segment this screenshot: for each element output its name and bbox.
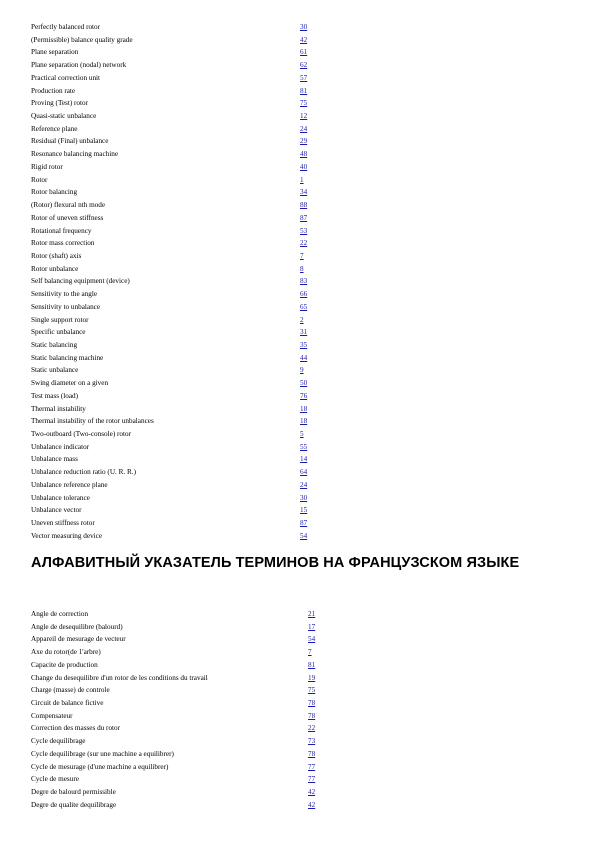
index-term: Degre de balourd permissible xyxy=(31,788,116,797)
page-number-link[interactable]: 24 xyxy=(300,480,308,489)
page-number-link[interactable]: 75 xyxy=(300,99,308,108)
index-term: Correction des masses du rotor xyxy=(31,724,121,733)
page-number-link[interactable]: 87 xyxy=(300,213,308,222)
index-term: Resonance balancing machine xyxy=(31,150,119,159)
index-term: Swing diameter on a given xyxy=(31,379,109,388)
index-term: Unbalance indicator xyxy=(31,442,90,451)
index-term: Angle de correction xyxy=(31,610,89,618)
page-number-link[interactable]: 12 xyxy=(300,112,308,121)
index-term: Single support rotor xyxy=(31,315,89,324)
index-term: Rotor (shaft) axis xyxy=(31,251,82,260)
index-term: Rotor of uneven stiffness xyxy=(31,213,104,222)
page-number-link[interactable]: 78 xyxy=(308,749,316,758)
french-index-heading: АЛФАВИТНЫЙ УКАЗАТЕЛЬ ТЕРМИНОВ НА ФРАНЦУЗСКОМ ЯЗЫКЕ xyxy=(31,555,520,571)
page-number-link[interactable]: 62 xyxy=(300,61,308,70)
page-number-link[interactable]: 40 xyxy=(300,162,308,171)
index-term: Quasi-static unbalance xyxy=(31,112,97,121)
page-number-link[interactable]: 14 xyxy=(300,455,308,464)
index-term: Unbalance mass xyxy=(31,455,78,464)
index-term: Rotational frequency xyxy=(31,226,92,235)
index-term: Specific unbalance xyxy=(31,328,86,337)
page-number-link[interactable]: 5 xyxy=(300,430,304,438)
page-number-link[interactable]: 75 xyxy=(308,686,316,695)
page-number-link[interactable]: 2 xyxy=(300,315,304,324)
index-term: Unbalance reduction ratio (U. R. R.) xyxy=(31,468,136,477)
page-number-link[interactable]: 19 xyxy=(308,673,316,682)
page-number-link[interactable]: 61 xyxy=(300,48,308,57)
index-term: Circuit de balance fictive xyxy=(31,699,104,708)
page-number-link[interactable]: 22 xyxy=(300,239,308,248)
index-term: Appareil de mesurage de vecteur xyxy=(31,635,126,644)
page-number-link[interactable]: 66 xyxy=(300,290,308,299)
index-term: Axe du rotor(de 1'arbre) xyxy=(31,648,101,657)
page-number-link[interactable]: 7 xyxy=(300,251,304,260)
page-number-link[interactable]: 22 xyxy=(308,724,316,733)
page-number-link[interactable]: 78 xyxy=(308,699,316,708)
index-term: Test mass (load) xyxy=(31,391,79,400)
page-number-link[interactable]: 17 xyxy=(308,622,316,631)
page-number-link[interactable]: 83 xyxy=(300,277,308,286)
index-term: Compensateur xyxy=(31,711,73,720)
index-term: Cycle de mesure xyxy=(31,775,79,784)
page-number-link[interactable]: 42 xyxy=(308,788,316,797)
page-number-link[interactable]: 81 xyxy=(308,660,316,669)
page-number-link[interactable]: 29 xyxy=(300,137,308,146)
page-number-link[interactable]: 65 xyxy=(300,302,308,311)
page-number-link[interactable]: 8 xyxy=(300,264,304,273)
index-term: (Permissible) balance quality grade xyxy=(31,35,133,44)
page-number-link[interactable]: 81 xyxy=(300,86,308,95)
index-term: Static unbalance xyxy=(31,366,79,375)
index-term: Rotor balancing xyxy=(31,188,78,197)
page-number-link[interactable]: 88 xyxy=(300,201,308,210)
index-term: Unbalance tolerance xyxy=(31,493,90,502)
index-term: Residual (Final) unbalance xyxy=(31,137,109,146)
index-term: Unbalance vector xyxy=(31,506,82,515)
index-term: Plane separation xyxy=(31,48,79,57)
index-term: Practical correction unit xyxy=(31,73,101,82)
page-number-link[interactable]: 31 xyxy=(300,328,308,337)
index-term: Perfectly balanced rotor xyxy=(31,23,101,31)
page-number-link[interactable]: 50 xyxy=(300,379,308,388)
index-term: Sensitivity to unbalance xyxy=(31,302,101,311)
index-term: Cycle de mesurage (d'une machine a equilibrer) xyxy=(31,762,169,771)
page-number-link[interactable]: 15 xyxy=(300,506,308,515)
index-term: Capacite de production xyxy=(31,660,98,669)
page-number-link[interactable]: 77 xyxy=(308,775,316,784)
page-number-link[interactable]: 9 xyxy=(300,366,304,375)
index-term: Change du desequilibre d'un rotor de les conditions du travail xyxy=(31,673,208,682)
index-term: (Rotor) flexural nth mode xyxy=(31,201,106,210)
page-number-link[interactable]: 64 xyxy=(300,468,308,477)
index-term: Uneven stiffness rotor xyxy=(31,519,95,528)
page-number-link[interactable]: 87 xyxy=(300,519,308,528)
page-number-link[interactable]: 21 xyxy=(308,610,316,618)
page-number-link[interactable]: 30 xyxy=(300,493,308,502)
page-number-link[interactable]: 18 xyxy=(300,404,308,413)
page-number-link[interactable]: 54 xyxy=(300,531,308,540)
page-number-link[interactable]: 78 xyxy=(308,711,316,720)
page-number-link[interactable]: 42 xyxy=(300,35,308,44)
index-term: Static balancing xyxy=(31,340,78,349)
page-number-link[interactable]: 42 xyxy=(308,800,316,809)
page-number-link[interactable]: 24 xyxy=(300,124,308,133)
index-term: Static balancing machine xyxy=(31,353,104,362)
index-term: Charge (masse) de controle xyxy=(31,686,110,695)
page-number-link[interactable]: 73 xyxy=(308,737,316,746)
index-term: Reference plane xyxy=(31,124,78,133)
page-number-link[interactable]: 18 xyxy=(300,417,308,426)
index-term: Self balancing equipment (device) xyxy=(31,277,130,286)
page-number-link[interactable]: 55 xyxy=(300,442,308,451)
page-number-link[interactable]: 7 xyxy=(308,648,312,657)
page-number-link[interactable]: 57 xyxy=(300,73,308,82)
page-number-link[interactable]: 48 xyxy=(300,150,308,159)
index-term: Rigid rotor xyxy=(31,162,63,171)
page-number-link[interactable]: 35 xyxy=(300,340,308,349)
index-term: Plane separation (nodal) network xyxy=(31,61,127,70)
index-term: Rotor unbalance xyxy=(31,264,79,273)
index-term: Unbalance reference plane xyxy=(31,480,108,489)
page-number-link[interactable]: 44 xyxy=(300,353,308,362)
page-number-link[interactable]: 76 xyxy=(300,391,308,400)
index-term: Sensitivity to the angle xyxy=(31,290,98,299)
index-term: Degre de qualite dequilibrage xyxy=(31,800,117,809)
page-number-link[interactable]: 77 xyxy=(308,762,316,771)
index-term: Vector measuring device xyxy=(31,531,103,540)
index-term: Rotor xyxy=(31,175,48,184)
index-term: Thermal instability of the rotor unbalances xyxy=(31,417,154,426)
page-number-link[interactable]: 30 xyxy=(300,23,308,31)
page-number-link[interactable]: 34 xyxy=(300,188,308,197)
page-number-link[interactable]: 53 xyxy=(300,226,308,235)
index-term: Angle de desequilibre (balourd) xyxy=(31,622,123,631)
page-number-link[interactable]: 54 xyxy=(308,635,316,644)
index-term: Thermal instability xyxy=(31,404,86,413)
index-term: Production rate xyxy=(31,86,76,95)
page-number-link[interactable]: 1 xyxy=(300,175,304,184)
index-term: Cycle dequilibrage xyxy=(31,737,86,746)
index-term: Proving (Test) rotor xyxy=(31,99,88,108)
index-term: Two-outboard (Two-console) rotor xyxy=(31,430,131,438)
index-term: Cycle dequilibrage (sur une machine a equilibrer) xyxy=(31,749,174,758)
index-term: Rotor mass correction xyxy=(31,239,95,248)
